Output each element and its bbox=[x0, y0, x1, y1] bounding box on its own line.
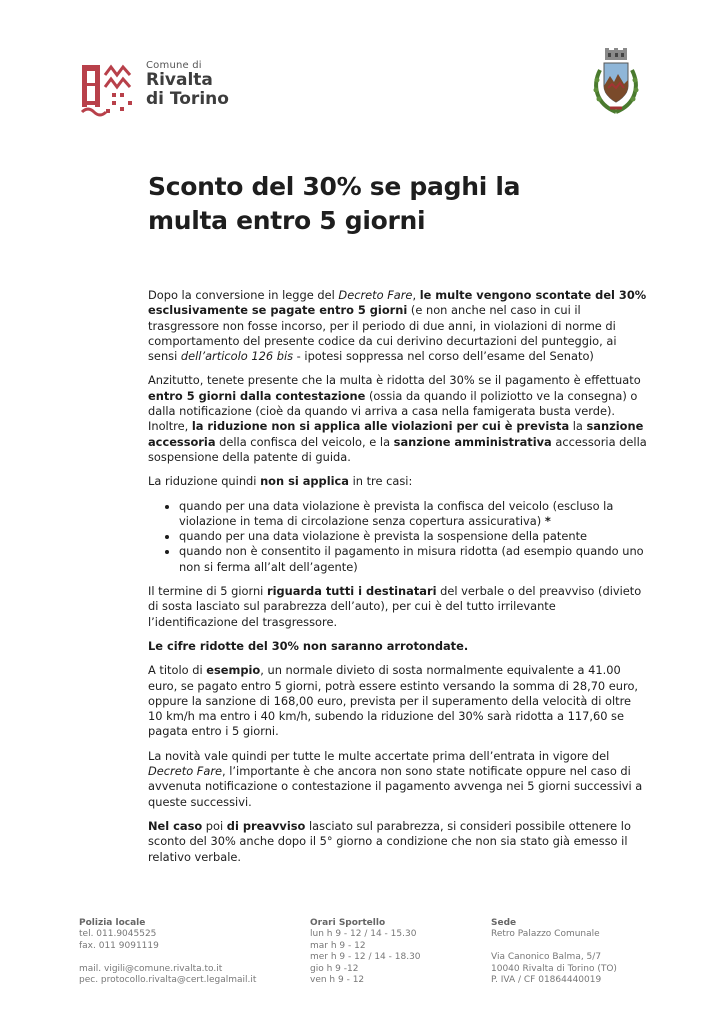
paragraph-reduction bbox=[148, 373, 648, 465]
footer-fax: fax. 011 9091119 bbox=[79, 940, 159, 951]
bold-span: Nel caso bbox=[148, 818, 203, 833]
paragraph-notice bbox=[148, 819, 648, 865]
bold-span: sanzione accessoria bbox=[148, 419, 644, 449]
italic-span: Decreto Fare bbox=[148, 764, 223, 779]
text-span: (e non anche nel caso in cui il trasgressore non fosse incorso, per il periodo di due anni, in violazioni di norme di comportamento del presente codice da cui derivino decurtazioni del punteggio, ai sensi bbox=[148, 303, 617, 364]
logo-name-line2: di Torino bbox=[146, 89, 229, 109]
municipal-crest-icon bbox=[590, 46, 642, 118]
list-item-text: quando non è consentito il pagamento in misura ridotta (ad esempio quando uno non si ferma all’alt dell’agente) bbox=[179, 544, 644, 574]
logo-small-text: Comune di bbox=[146, 60, 202, 71]
bold-span: di preavviso bbox=[226, 818, 306, 833]
article-body bbox=[148, 288, 648, 874]
text-span: Anzitutto, tenete presente che la multa è ridotta del 30% se il pagamento è effettuato bbox=[148, 373, 641, 388]
footer-city: 10040 Rivalta di Torino (TO) bbox=[491, 963, 617, 974]
paragraph-term bbox=[148, 584, 648, 630]
footer-heading: Polizia locale bbox=[79, 918, 146, 928]
title-line1: Sconto del 30% se paghi la bbox=[148, 172, 521, 201]
bold-span: entro 5 giorni dalla contestazione bbox=[148, 388, 366, 403]
text-span: poi bbox=[202, 818, 227, 833]
text-span: , bbox=[412, 288, 420, 302]
bold-span: esempio bbox=[206, 663, 261, 678]
text-span: del verbale o del preavviso (divieto di sosta lasciato sul parabrezza dell’auto), per cui è del tutto irrilevante l’identificazione del trasgressore. bbox=[148, 584, 642, 629]
list-item bbox=[179, 544, 648, 575]
bold-span: riguarda tutti i destinatari bbox=[266, 584, 437, 599]
footer-street: Via Canonico Balma, 5/7 bbox=[491, 952, 602, 963]
footer-place: Retro Palazzo Comunale bbox=[491, 929, 600, 940]
text-span: in tre casi: bbox=[348, 474, 413, 489]
paragraph-intro bbox=[148, 288, 648, 364]
bold-span: non si applica bbox=[260, 474, 349, 489]
footer-mail: mail. vigili@comune.rivalta.to.it bbox=[79, 963, 223, 974]
municipal-crest bbox=[590, 46, 642, 118]
rivalta-logo-icon bbox=[80, 61, 136, 119]
paragraph-novelty bbox=[148, 749, 648, 810]
list-item bbox=[179, 499, 648, 530]
list-item-text: quando per una data violazione è prevista la confisca del veicolo (escluso la violazione in tema di circolazione senza copertura assicurativa) bbox=[179, 498, 614, 528]
paragraph-exceptions-intro bbox=[148, 474, 648, 489]
footer-pec: pec. protocollo.rivalta@cert.legalmail.it bbox=[79, 975, 257, 986]
footer-hours-row: mar h 9 - 12 bbox=[310, 940, 366, 951]
footer-hours-row: gio h 9 -12 bbox=[310, 963, 359, 974]
text-span: Il termine di 5 giorni bbox=[148, 584, 267, 599]
paragraph-example bbox=[148, 663, 648, 739]
bold-span: la riduzione non si applica alle violazioni per cui è prevista bbox=[191, 419, 570, 434]
footer-hours-row: ven h 9 - 12 bbox=[310, 975, 365, 986]
text-span: La novità vale quindi per tutte le multe accertate prima dell’entrata in vigore del bbox=[148, 748, 610, 763]
footer-heading: Sede bbox=[491, 918, 517, 928]
bold-span: Le cifre ridotte del 30% non saranno arrotondate. bbox=[148, 638, 469, 653]
list-item-text: quando per una data violazione è prevista la sospensione della patente bbox=[179, 529, 588, 544]
footer-spacer bbox=[491, 941, 681, 952]
footer-opening-hours bbox=[310, 918, 480, 986]
footer-spacer bbox=[79, 952, 289, 963]
text-span: lasciato sul parabrezza, si consideri possibile ottenere lo sconto del 30% anche dopo il 5° giorno a condizione che non sia stato già emesso il relativo verbale. bbox=[148, 818, 631, 864]
logo-name-line1: Rivalta bbox=[146, 70, 213, 90]
text-span: la bbox=[569, 419, 587, 434]
text-span: La riduzione quindi bbox=[148, 474, 261, 489]
list-item bbox=[179, 529, 648, 544]
text-span: della confisca del veicolo, e la bbox=[215, 434, 394, 449]
footer-heading: Orari Sportello bbox=[310, 918, 386, 928]
title-line2: multa entro 5 giorni bbox=[148, 206, 426, 235]
bold-span: le multe vengono scontate del 30% esclusivamente se pagate entro 5 giorni bbox=[148, 288, 647, 318]
text-span: accessoria della sospensione della patente di guida. bbox=[148, 434, 647, 464]
exceptions-list bbox=[148, 499, 648, 575]
footer-hours-row: mer h 9 - 12 / 14 - 18.30 bbox=[310, 952, 421, 963]
bold-span: sanzione amministrativa bbox=[393, 434, 552, 449]
paragraph-rounding bbox=[148, 639, 648, 654]
footer-hours-row: lun h 9 - 12 / 14 - 15.30 bbox=[310, 929, 417, 940]
footer-police-contacts bbox=[79, 918, 289, 986]
text-span: , l’importante è che ancora non sono state notificate oppure nel caso di avvenuta notificazione o contestazione il pagamento avvenga nei 5 giorni successivi a queste successivi. bbox=[148, 764, 643, 809]
logo-text bbox=[146, 60, 229, 109]
comune-logo bbox=[80, 52, 250, 122]
footer-office bbox=[491, 918, 681, 986]
text-span: A titolo di bbox=[148, 663, 207, 678]
list-item-mark: * bbox=[544, 513, 551, 528]
text-span: (ossia da quando il poliziotto ve la consegna) o dalla notificazione (cioè da quando vi arriva a casa nella famigerata busta verde). Inoltre, bbox=[148, 388, 638, 434]
page-title bbox=[148, 170, 588, 238]
text-span: , un normale divieto di sosta normalmente equivalente a 41.00 euro, se pagato entro 5 giorni, potrà essere estinto versando la somma di 28,70 euro, oppure la sanzione di 168,00 euro, prevista per il superamento della velocità di oltre 10 km/h ma entro i 40 km/h, subendo la riduzione del 30% sarà ridotta a 117,60 se pagata entro i 5 giorni. bbox=[148, 663, 639, 739]
footer-vat: P. IVA / CF 01864440019 bbox=[491, 975, 602, 986]
italic-span: dell’articolo 126 bis bbox=[180, 349, 294, 364]
italic-span: Decreto Fare bbox=[338, 288, 413, 302]
text-span: Dopo la conversione in legge del bbox=[148, 288, 339, 302]
text-span: - ipotesi soppressa nel corso dell’esame del Senato) bbox=[293, 349, 594, 364]
footer-phone: tel. 011.9045525 bbox=[79, 929, 157, 940]
